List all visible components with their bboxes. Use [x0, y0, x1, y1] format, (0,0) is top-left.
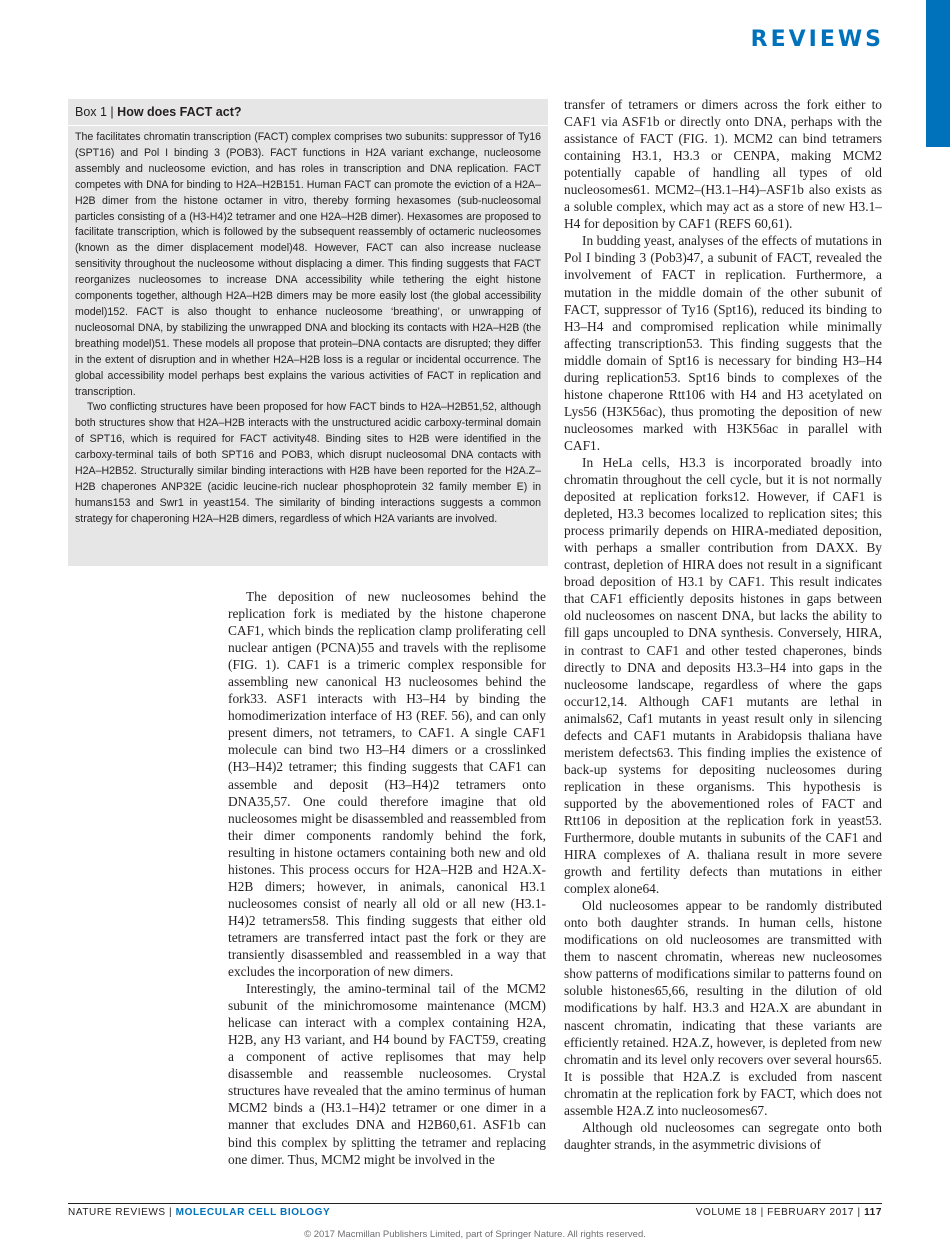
- section-tab: [926, 0, 950, 147]
- footer-divider: [68, 1203, 882, 1204]
- volume-info: VOLUME 18 | FEBRUARY 2017 |: [695, 1207, 861, 1218]
- body-paragraph: In HeLa cells, H3.3 is incorporated broadly into chromatin throughout the cell cycle, but it is not normally deposited at replication forks12. However, if CAF1 is depleted, H3.3 becomes localized to replication sites; this process primarily depends on HIRA-mediated deposition, with perhaps a smaller contribution from DAXX. By contrast, depletion of HIRA does not result in a significant broad deposition of H3.1 by CAF1. This result indicates that CAF1 efficiently deposits histones in gaps between old nucleosomes on nascent DNA, but lacks the ability to fill gaps uncoupled to DNA synthesis. Conversely, HIRA, in contrast to CAF1 and other tested chaperones, binds directly to DNA and deposits H3.3–H4 into gaps in the nucleosome landscape, regardless of where the gaps occur12,14. Although CAF1 mutants are lethal in animals62, Caf1 mutants in yeast result only in silencing defects and CAF1 mutants in Arabidopsis thaliana have meristem defects63. This finding implies the existence of back-up systems for depositing nucleosomes during replication in these organisms. This hypothesis is supported by the abovementioned roles of FACT and Rtt106 in deposition at the replication fork in yeast53. Furthermore, double mutants in subunits of the CAF1 and HIRA complexes of A. thaliana result in more severe growth and fertility defects than mutations in either complex alone64.: [564, 454, 882, 897]
- section-header: REVIEWS: [750, 27, 884, 52]
- body-paragraph: The deposition of new nucleosomes behind the replication fork is mediated by the histone chaperone CAF1, which binds the replication clamp proliferating cell nuclear antigen (PCNA)55 and travels with the replisome (FIG. 1). CAF1 is a trimeric complex responsible for assembling new canonical H3 nucleosomes behind the fork33. ASF1 interacts with H3–H4 by binding the homodimerization interface of H3 (REF. 56), and can only present dimers, not tetramers, to CAF1. A single CAF1 molecule can bind two H3–H4 dimers or a crosslinked (H3–H4)2 tetramer; this finding suggests that CAF1 can assemble and deposit (H3–H4)2 tetramers onto DNA35,57. One could therefore imagine that old nucleosomes might be disassembled and reassembled from their dimer components randomly behind the fork, resulting in histone octamers containing both new and old histones. This process occurs for H2A–H2B and H2A.X-H2B dimers; however, in animals, canonical H3.1 nucleosomes consist of nearly all old or all new (H3.1-H4)2 tetramers58. This finding suggests that either old tetramers are transferred intact past the fork or they are transiently disassembled and reassembled in a way that excludes the incorporation of new dimers.: [228, 589, 546, 980]
- box-paragraph: Two conflicting structures have been proposed for how FACT binds to H2A–H2B51,52, although both structures show that H2A–H2B interacts with the unstructured acidic carboxy-terminal domain of SPT16, which is required for FACT activity48. Binding sites to H2B were identified in the carboxy-terminal tails of both SPT16 and POB3, which disrupt nucleosomal DNA contacts with H2A–H2B52. Structurally similar binding interactions with H2B have been reported for the H2A.Z–H2B chaperones ANP32E (acidic leucine-rich nuclear phosphoprotein 32 family member E) in humans153 and Swr1 in yeast154. The similarity of binding interactions suggests a common strategy for chaperoning H2A–H2B dimers, regardless of which H2A variants are involved.: [75, 401, 541, 525]
- body-paragraph: In budding yeast, analyses of the effects of mutations in Pol I binding 3 (Pob3)47, a subunit of FACT, revealed the involvement of FACT in replication. Furthermore, a mutation in the middle domain of the other subunit of FACT, suppressor of Ty16 (Spt16), reduced its binding to H3–H4 and compromised replication while minimally affecting transcription53. This finding suggests that the middle domain of Spt16 is necessary for binding H3–H4 during replication53. Spt16 binds to complexes of the histone chaperone Rtt106 with H4 and H3 acetylated on Lys56 (H3K56ac), thus promoting the deposition of new nucleosomes marked with H3K56ac in parallel with CAF1.: [564, 233, 882, 453]
- body-paragraph: transfer of tetramers or dimers across the fork either to CAF1 via ASF1b or directly onto DNA, perhaps with the assistance of FACT (FIG. 1). MCM2 can bind tetramers containing H3.1, H3.3 or CENPA, making MCM2 potentially capable of handling all types of old nucleosomes61. MCM2–(H3.1–H4)–ASF1b also exists as a soluble complex, which may act as a store of new H3.1–H4 for deposition by CAF1 (REFS 60,61).: [564, 97, 882, 232]
- footer-volume: [696, 1207, 882, 1218]
- body-paragraph: Old nucleosomes appear to be randomly distributed onto both daughter strands. In human cells, histone modifications on old nucleosomes are transmitted with them to nascent chromatin, whereas new nucleosomes show patterns of modifications similar to patterns found on soluble histones65,66, resulting in the dilution of old modifications by half. H3.3 and H2A.X are abundant in nascent chromatin, indicating that these variants are efficiently retained. H2A.Z, however, is depleted from new chromatin and its level only recovers over several hours65. It is possible that H2A.Z is excluded from nascent chromatin at the replication fork by FACT, which does not assemble H2A.Z into nucleosomes67.: [564, 898, 882, 1118]
- body-paragraph: Interestingly, the amino-terminal tail of the MCM2 subunit of the minichromosome maintenance (MCM) helicase can interact with a complex containing H2A, H2B, any H3 variant, and H4 bound by FACT59, creating a component of active replisomes that may help disassemble and reassemble nucleosomes. Crystal structures have revealed that the amino terminus of human MCM2 binds a (H3.1–H4)2 tetramer or one dimer in a manner that excludes DNA and H2B60,61. ASF1b can bind this complex by splitting the tetramer and replacing one dimer. Thus, MCM2 might be involved in the: [228, 981, 546, 1167]
- footer-journal: [68, 1207, 330, 1218]
- journal-name: MOLECULAR CELL BIOLOGY: [175, 1207, 331, 1218]
- journal-prefix: NATURE REVIEWS |: [68, 1207, 173, 1218]
- box-label: Box 1 |: [75, 105, 114, 119]
- box-heading: How does FACT act?: [117, 105, 242, 119]
- copyright: © 2017 Macmillan Publishers Limited, part of Springer Nature. All rights reserved.: [304, 1229, 646, 1240]
- box-body: [75, 130, 541, 528]
- body-paragraph: Although old nucleosomes can segregate onto both daughter strands, in the asymmetric divisions of: [564, 1119, 882, 1152]
- right-column: [564, 96, 882, 1153]
- left-column: [228, 588, 546, 1168]
- sidebar-box: [68, 99, 548, 566]
- box-divider: [68, 125, 548, 126]
- page-number: 117: [864, 1207, 882, 1218]
- box-paragraph: The facilitates chromatin transcription (FACT) complex comprises two subunits: suppressor of Ty16 (SPT16) and Pol I binding 3 (POB3). FACT functions in H2A variant exchange, nucleosome assembly and nucleosome eviction, and has roles in transcription and DNA replication. FACT competes with DNA for binding to H2A–H2B151. Human FACT can promote the eviction of a H2A–H2B dimer from the histone octamer in vitro, thereby forming hexasomes (sub-nucleosomal particles consisting of a (H3-H4)2 tetramer and one H2A–H2B dimer). Hexasomes are proposed to facilitate transcription, which is followed by the subsequent reassembly of octameric nucleosomes (known as the dimer displacement model)48. However, FACT can also increase nuclease sensitivity throughout the nucleosome without displacing a dimer. This finding suggests that FACT reorganizes nucleosomes to increase DNA accessibility while tethering the eight histone components together, although H2A–H2B dimers may be more easily lost (the global accessibility model)152. FACT is also thought to enhance nucleosome ‘breathing’, or unwrapping of nucleosomal DNA, by stabilizing the unwrapped DNA and blocking its contacts with H2A–H2B (the breathing model)51. These models all propose that protein–DNA contacts are disrupted; they differ in the extent of disruption and in whether H2A–H2B loss is a regular or incidental occurrence. The global accessibility model perhaps best explains the various activities of FACT in replication and transcription.: [75, 131, 541, 398]
- box-title: [75, 105, 242, 119]
